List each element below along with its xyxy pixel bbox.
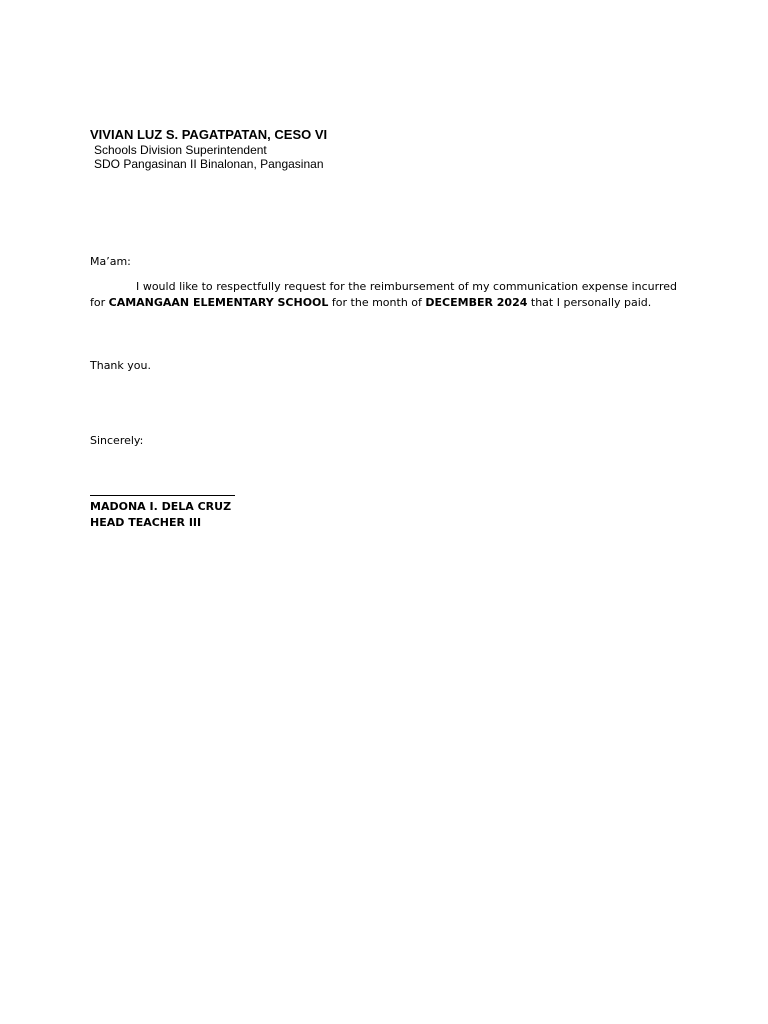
body-text-part3: that I personally paid. xyxy=(527,296,652,309)
body-text-part1: I would like to respectfully request for the reimbursement of my communication expense incurred for xyxy=(90,280,677,309)
body-paragraph xyxy=(90,279,677,311)
thanks-line: Thank you. xyxy=(90,359,151,372)
addressee-office: SDO Pangasinan II Binalonan, Pangasinan xyxy=(94,157,324,171)
addressee-block xyxy=(90,126,327,171)
addressee-name: VIVIAN LUZ S. PAGATPATAN, CESO VI xyxy=(90,127,328,142)
signatory-name: MADONA I. DELA CRUZ xyxy=(90,500,232,513)
addressee-position: Schools Division Superintendent xyxy=(94,143,267,157)
school-name: CAMANGAAN ELEMENTARY SCHOOL xyxy=(108,296,329,309)
signatory-block xyxy=(90,499,231,531)
closing-line: Sincerely: xyxy=(90,434,144,447)
period: DECEMBER 2024 xyxy=(425,296,528,309)
signatory-title: HEAD TEACHER III xyxy=(90,516,202,529)
body-text-part2: for the month of xyxy=(328,296,426,309)
salutation: Ma’am: xyxy=(90,255,131,268)
signature-line xyxy=(90,495,235,496)
